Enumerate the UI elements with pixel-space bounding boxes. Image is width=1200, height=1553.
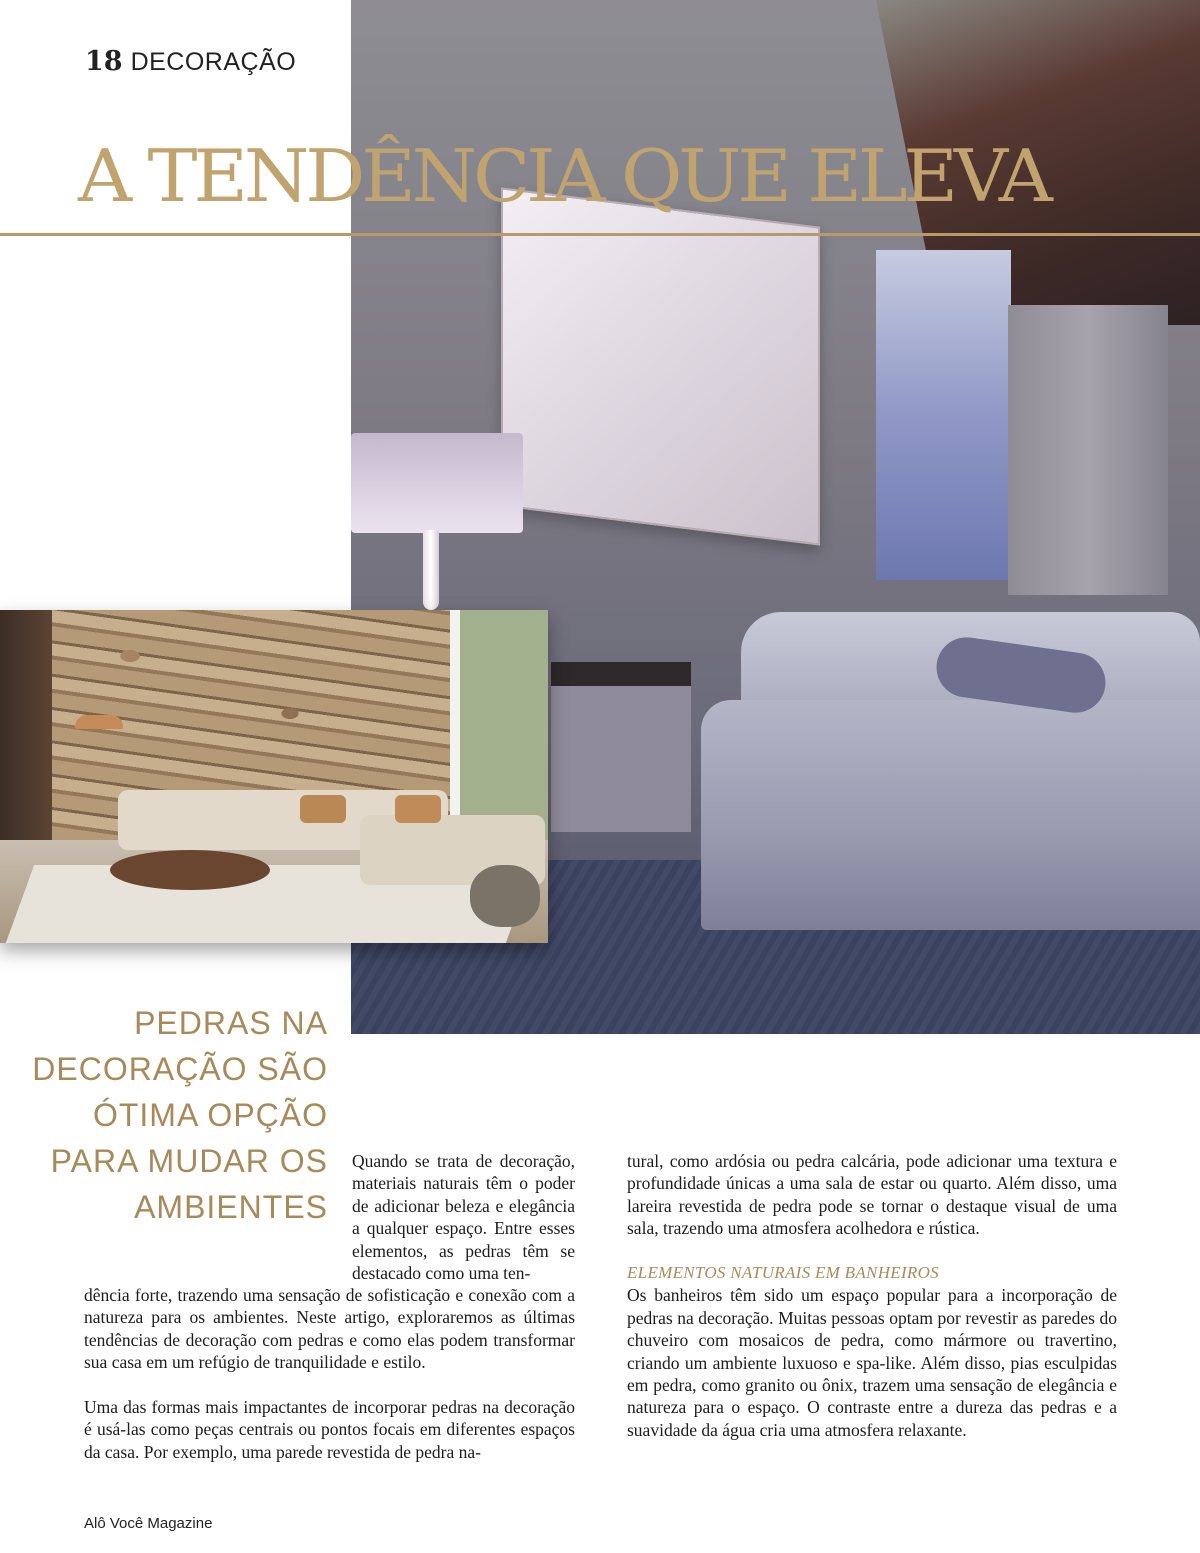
footer-magazine-name: Alô Você Magazine <box>84 1515 213 1532</box>
background-window-light <box>876 250 1011 580</box>
pillow <box>395 795 441 823</box>
paragraph-2: Uma das formas mais impactantes de incorporar pedras na decoração é usá-las como peças centrais ou pontos focais em diferentes espaços da casa. Por exemplo, uma parede revestida de pedra na- <box>84 1397 575 1462</box>
wall-panel <box>501 187 820 545</box>
pillow <box>300 795 346 823</box>
decorative-stone <box>470 865 540 927</box>
coffee-table <box>110 850 270 890</box>
grey-sofa <box>701 700 1200 930</box>
headline-rule <box>0 233 1200 236</box>
lamp-shade <box>351 433 523 533</box>
subhead: ELEMENTOS NATURAIS EM BANHEIROS <box>627 1263 939 1283</box>
page-number: 18 <box>85 46 123 77</box>
page-header <box>85 46 296 77</box>
section-label: DECORAÇÃO <box>130 48 297 76</box>
paragraph-2-continued: tural, como ardósia ou pedra calcária, pode adicionar uma textura e profundidade únicas a uma sala de estar ou quarto. Além disso, uma lareira revestida de pedra pode se tornar o destaque visual de uma sala, trazendo uma atmosfera acolhedora e rústica. <box>627 1151 1117 1239</box>
pendant-lamp <box>75 715 123 729</box>
article-column-left <box>84 1284 575 1463</box>
concrete-column <box>1008 305 1168 595</box>
intro-paragraph-end: dência forte, trazendo uma sensação de sofisticação e conexão com a natureza para os ambientes. Neste artigo, exploraremos as últimas tendências de decoração com pedras e como elas podem transformar sua casa em um refúgio de tranquilidade e estilo. <box>84 1285 575 1373</box>
paragraph-3: Os banheiros têm sido um espaço popular para a incorporação de pedras na decoração. Muitas pessoas optam por revestir as paredes do chuveiro com mosaicos de pedra, como mármore ou travertino, criando um ambiente luxuoso e spa-like. Além disso, pias esculpidas em pedra, como granito ou ônix, trazem uma sensação de elegância e natureza para o espaço. O contraste entre a dureza das pedras e a suavidade da água cria uma atmosfera relaxante. <box>627 1285 1117 1440</box>
headline: A TENDÊNCIA QUE ELEVA <box>78 134 1049 218</box>
article-column-right <box>627 1150 1117 1441</box>
lamp-stem <box>423 530 439 610</box>
subtitle: PEDRAS NA DECORAÇÃO SÃO ÓTIMA OPÇÃO PARA MUDAR OS AMBIENTES <box>32 1005 328 1225</box>
intro-paragraph-start: Quando se trata de decoração, materiais naturais têm o poder de adicionar beleza e elegância a qualquer espaço. Entre esses elementos, as pedras têm se destacado como uma ten- <box>352 1151 575 1284</box>
article-column-intro <box>352 1150 575 1284</box>
record-console <box>551 662 691 832</box>
inset-photo-stone-wall-room <box>0 610 548 943</box>
